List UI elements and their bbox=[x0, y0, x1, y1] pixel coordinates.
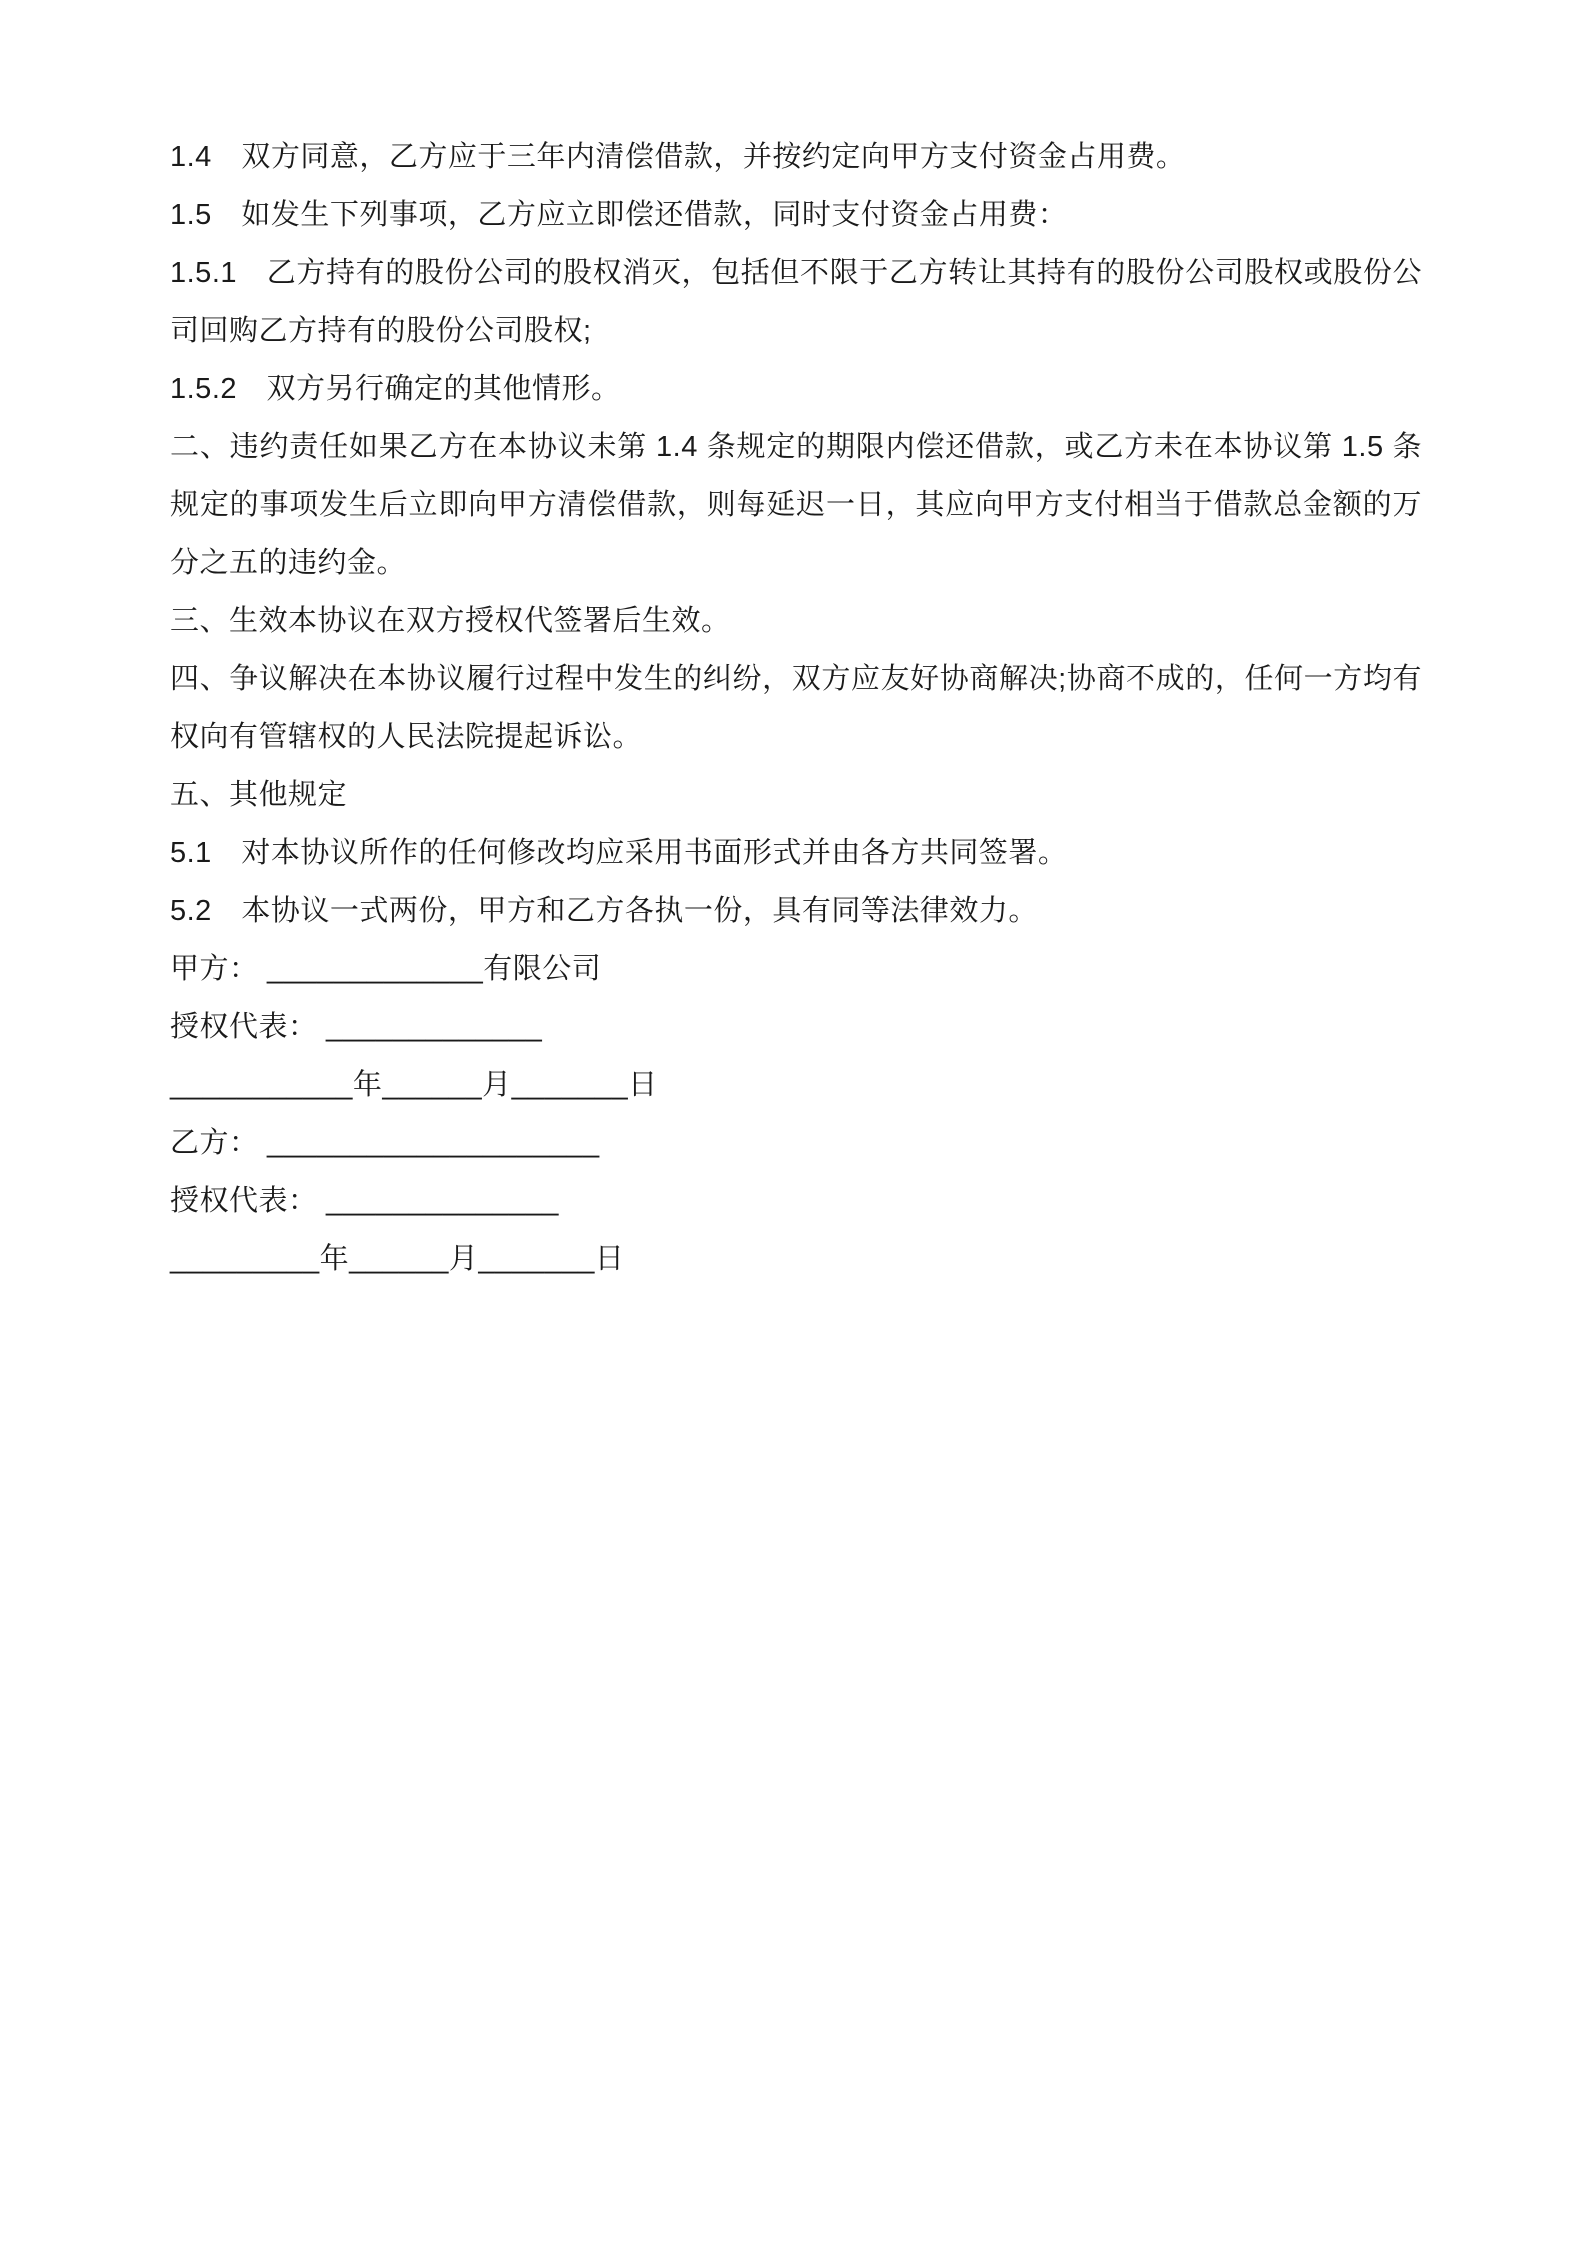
party-a-representative-line: 授权代表： _____________ bbox=[170, 1011, 543, 1043]
clause-5-other-provisions-heading: 五、其他规定 bbox=[170, 779, 348, 811]
clause-1-5-1: 1.5.1 乙方持有的股份公司的股权消灭，包括但不限于乙方转让其持有的股份公司股权或股份公司回购乙方持有的股份公司股权; bbox=[170, 257, 1422, 347]
clause-1-5-2: 1.5.2 双方另行确定的其他情形。 bbox=[170, 373, 621, 405]
clause-2-breach-liability: 二、违约责任如果乙方在本协议未第 1.4 条规定的期限内偿还借款，或乙方未在本协议第 1.5 条规定的事项发生后立即向甲方清偿借款，则每延迟一日，其应向甲方支付相当于借款总金额的万分之五的违约金。 bbox=[170, 431, 1422, 579]
clause-1-5: 1.5 如发生下列事项，乙方应立即偿还借款，同时支付资金占用费： bbox=[170, 199, 1068, 231]
party-b-name-line: 乙方： ____________________ bbox=[170, 1127, 600, 1159]
clause-4-dispute-resolution: 四、争议解决在本协议履行过程中发生的纠纷，双方应友好协商解决;协商不成的，任何一方均有权向有管辖权的人民法院提起诉讼。 bbox=[170, 663, 1422, 753]
party-b-date-line: _________年______月_______日 bbox=[170, 1243, 625, 1275]
party-b-representative-line: 授权代表： ______________ bbox=[170, 1185, 559, 1217]
clause-5-1: 5.1 对本协议所作的任何修改均应采用书面形式并由各方共同签署。 bbox=[170, 837, 1068, 869]
clause-5-2: 5.2 本协议一式两份，甲方和乙方各执一份，具有同等法律效力。 bbox=[170, 895, 1038, 927]
clause-3-effectiveness: 三、生效本协议在双方授权代签署后生效。 bbox=[170, 605, 731, 637]
party-a-date-line: ___________年______月_______日 bbox=[170, 1069, 658, 1101]
clause-1-4: 1.4 双方同意，乙方应于三年内清偿借款，并按约定向甲方支付资金占用费。 bbox=[170, 141, 1186, 173]
party-a-name-line: 甲方： _____________有限公司 bbox=[170, 953, 602, 985]
